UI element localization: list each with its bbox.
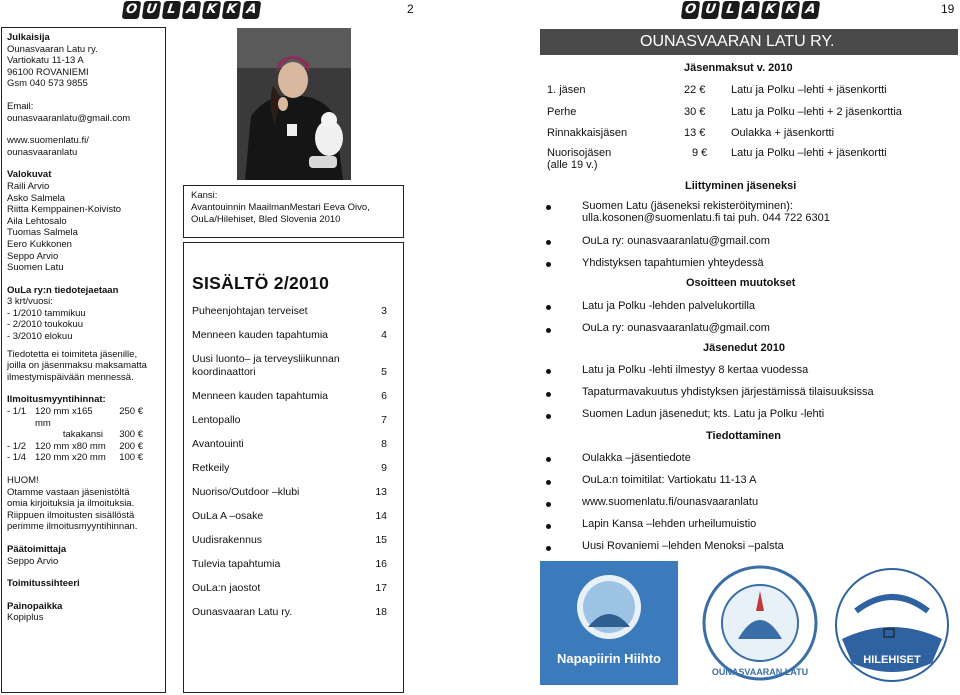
napapiirin-hiihto-logo — [540, 561, 678, 685]
oulakka-logo-right: O U L A K K A — [682, 1, 819, 23]
address-item[interactable]: OuLa ry: ounasvaaranlatu@gmail.com — [582, 322, 770, 334]
toc-item[interactable]: OuLa:n jaostot 17 — [192, 582, 387, 594]
printer-title: Painopaikka — [7, 600, 63, 612]
fee-amount: 9 € — [692, 147, 708, 159]
hilehiset-logo — [828, 563, 956, 687]
toc-item[interactable]: Puheenjohtajan terveiset 3 — [192, 305, 387, 317]
benefit-item: Suomen Ladun jäsenedut; kts. Latu ja Polku -lehti — [582, 408, 825, 420]
publisher-line: Ounasvaaran Latu ry. — [7, 43, 98, 55]
email-link[interactable]: ounasvaaranlatu@gmail.com — [7, 112, 131, 124]
ounasvaaran-latu-logo — [698, 561, 823, 685]
publisher-line: Gsm 040 573 9855 — [7, 78, 88, 90]
page-number-left: 2 — [407, 2, 414, 16]
fee-type: Rinnakkaisjäsen — [547, 127, 628, 139]
info-item: Uusi Rovaniemi –lehden Menoksi –palsta — [582, 540, 784, 552]
svg-text:OUNASVAARAN LATU: OUNASVAARAN LATU — [711, 667, 809, 677]
photographer: Raili Arvio — [7, 180, 50, 192]
page-number-right: 19 — [941, 2, 955, 16]
note-line: perimme ilmoitusmyyntihinnan. — [7, 521, 138, 533]
ad-price-row: - 1/4 120 mm x20 mm 100 € — [7, 452, 143, 464]
join-item: Suomen Latu (jäseneksi rekisteröityminen): — [582, 200, 793, 212]
svg-text:Napapiirin Hiihto: Napapiirin Hiihto — [557, 651, 661, 666]
photographer: Riitta Kemppainen-Koivisto — [7, 204, 122, 216]
editor-title: Päätoimittaja — [7, 543, 67, 555]
ad-price-row: - 1/1 120 mm x165 mm 250 € — [7, 406, 143, 429]
fee-desc: Latu ja Polku –lehti + jäsenkortti — [731, 84, 887, 96]
photographer: Eero Kukkonen — [7, 238, 72, 250]
bulletin-line: 3 krt/vuosi: — [7, 296, 53, 308]
fee-type-note: (alle 19 v.) — [547, 159, 598, 171]
fee-type: 1. jäsen — [547, 84, 586, 96]
colophon-box — [1, 27, 166, 693]
svg-text:HILEHISET: HILEHISET — [863, 654, 921, 666]
ad-price-row: - 1/2 120 mm x80 mm 200 € — [7, 440, 143, 452]
printer-name: Kopiplus — [7, 612, 44, 624]
note-title: HUOM! — [7, 475, 39, 486]
info-title: Tiedottaminen — [706, 430, 781, 442]
toc-item[interactable]: Avantouinti 8 — [192, 438, 387, 450]
publisher-line: Vartiokatu 11-13 A — [7, 55, 84, 67]
ad-prices-title: Ilmoitusmyyntihinnat: — [7, 394, 106, 406]
toc-item[interactable]: Menneen kauden tapahtumia 6 — [192, 390, 387, 402]
benefits-title: Jäsenedut 2010 — [703, 342, 785, 354]
bulletin-note: Tiedotetta ei toimiteta jäsenille, — [7, 348, 138, 360]
info-item: Oulakka –jäsentiedote — [582, 452, 691, 464]
web-link[interactable]: www.suomenlatu.fi/ — [7, 135, 89, 147]
oulakka-logo-left: O U L A K K A — [123, 1, 260, 23]
secretary-title: Toimitussihteeri — [7, 578, 80, 590]
toc-item[interactable]: Uudisrakennus 15 — [192, 534, 387, 546]
fee-type: Nuorisojäsen — [547, 147, 612, 159]
toc-item[interactable]: Nuoriso/Outdoor –klubi 13 — [192, 486, 387, 498]
info-item: Lapin Kansa –lehden urheilumuistio — [582, 518, 757, 530]
benefit-item: Latu ja Polku -lehti ilmestyy 8 kertaa vuodessa — [582, 364, 809, 376]
photographer: Seppo Arvio — [7, 250, 59, 262]
cover-caption-line: OuLa/Hilehiset, Bled Slovenia 2010 — [191, 214, 341, 225]
editor-name: Seppo Arvio — [7, 555, 59, 567]
cover-photo — [237, 28, 351, 180]
toc-item[interactable]: Lentopallo 7 — [192, 414, 387, 426]
join-item: Yhdistyksen tapahtumien yhteydessä — [582, 257, 764, 269]
association-banner: OUNASVAARAN LATU RY. — [540, 29, 958, 55]
cover-caption-line: Avantouinnin MaailmanMestari Eeva Oivo, — [191, 202, 370, 213]
note-line: Riippuen ilmoitusten sisällöstä — [7, 509, 135, 521]
publisher-line: 96100 ROVANIEMI — [7, 66, 89, 78]
toc-item[interactable]: Tulevia tapahtumia 16 — [192, 558, 387, 570]
info-item[interactable]: www.suomenlatu.fi/ounasvaaranlatu — [582, 496, 759, 508]
photographer: Tuomas Salmela — [7, 227, 78, 239]
bulletin-line: - 1/2010 tammikuu — [7, 307, 86, 319]
benefit-item: Tapaturmavakuutus yhdistyksen järjestämissä tilaisuuksissa — [582, 386, 874, 398]
photographer: Asko Salmela — [7, 192, 66, 204]
toc-item[interactable]: OuLa A –osake 14 — [192, 510, 387, 522]
bulletin-line: - 2/2010 toukokuu — [7, 319, 84, 331]
fee-desc: Latu ja Polku –lehti + jäsenkortti — [731, 147, 887, 159]
bulletin-note: ilmestymispäivään mennessä. — [7, 371, 134, 383]
join-item[interactable]: ulla.kosonen@suomenlatu.fi tai puh. 044 722 6301 — [582, 212, 830, 224]
fee-desc: Latu ja Polku –lehti + 2 jäsenkorttia — [731, 106, 902, 118]
photographer: Suomen Latu — [7, 262, 64, 274]
photos-title: Valokuvat — [7, 169, 52, 181]
cover-caption-box — [183, 185, 404, 238]
join-item[interactable]: OuLa ry: ounasvaaranlatu@gmail.com — [582, 235, 770, 247]
email-label: Email: — [7, 100, 34, 112]
address-item: Latu ja Polku -lehden palvelukortilla — [582, 300, 756, 312]
fee-amount: 22 € — [684, 84, 706, 96]
note-line: Otamme vastaan jäsenistöltä — [7, 486, 130, 498]
fee-desc: Oulakka + jäsenkortti — [731, 127, 835, 139]
ad-price-row: takakansi 300 € — [62, 429, 143, 441]
table-of-contents — [183, 242, 404, 693]
cover-label: Kansi: — [191, 190, 218, 201]
note-line: omia kirjoituksia ja ilmoituksia. — [7, 498, 135, 510]
publisher-title: Julkaisija — [7, 32, 50, 43]
toc-item[interactable]: Uusi luonto– ja terveysliikunnan koordinaattori 5 — [192, 353, 387, 378]
bulletin-title: OuLa ry:n tiedotejaetaan — [7, 284, 119, 296]
fees-title: Jäsenmaksut v. 2010 — [684, 62, 793, 74]
info-item: OuLa:n toimitilat: Vartiokatu 11-13 A — [582, 474, 757, 486]
fee-amount: 13 € — [684, 127, 706, 139]
bulletin-note: joilla on jäsenmaksu maksamatta — [7, 360, 147, 372]
fee-amount: 30 € — [684, 106, 706, 118]
join-title: Liittyminen jäseneksi — [685, 180, 797, 192]
fee-type: Perhe — [547, 106, 577, 118]
bulletin-line: - 3/2010 elokuu — [7, 331, 73, 343]
photographer: Aila Lehtosalo — [7, 215, 67, 227]
toc-item[interactable]: Ounasvaaran Latu ry. 18 — [192, 606, 387, 618]
address-title: Osoitteen muutokset — [686, 277, 796, 289]
toc-item[interactable]: Retkeily 9 — [192, 462, 387, 474]
web-link[interactable]: ounasvaaranlatu — [7, 146, 78, 158]
toc-title: SISÄLTÖ 2/2010 — [192, 273, 330, 293]
toc-item[interactable]: Menneen kauden tapahtumia 4 — [192, 329, 387, 341]
